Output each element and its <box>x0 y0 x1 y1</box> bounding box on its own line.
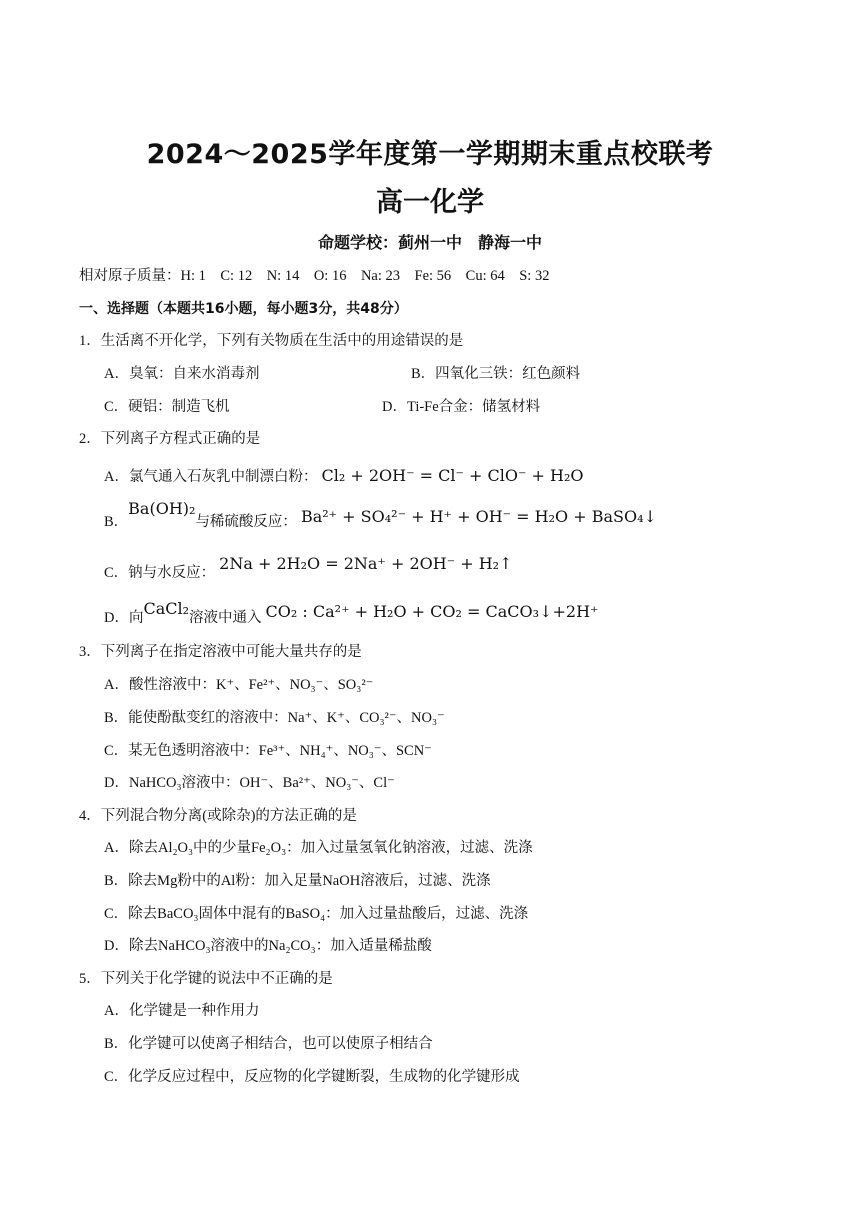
q2-option-c <box>104 554 513 583</box>
q2-option-d-label: D．向 <box>104 610 144 626</box>
q2-option-b-equation: Ba²⁺ + SO₄²⁻ + H⁺ + OH⁻ = H₂O + BaSO₄↓ <box>300 507 657 526</box>
q2-option-c-equation: 2Na + 2H₂O = 2Na⁺ + 2OH⁻ + H₂↑ <box>219 554 513 573</box>
q2-option-d-formula: CaCl₂ <box>143 599 190 618</box>
q3-stem: 3．下列离子在指定溶液中可能大量共存的是 <box>79 644 362 660</box>
q5-option-c: C．化学反应过程中，反应物的化学键断裂，生成物的化学键形成 <box>104 1069 520 1085</box>
q2-option-b-text: 与稀硫酸反应： <box>195 514 297 530</box>
q1-option-b: B．四氧化三铁：红色颜料 <box>411 366 581 382</box>
atomic-mass-line: 相对原子质量：H: 1 C: 12 N: 14 O: 16 Na: 23 Fe: 56 Cu: 64 S: 32 <box>79 268 550 284</box>
q1-option-a: A．臭氧：自来水消毒剂 <box>104 366 260 382</box>
q4-stem: 4．下列混合物分离(或除杂)的方法正确的是 <box>79 808 357 824</box>
q2-option-b-label: B． <box>104 514 129 530</box>
q1-option-c: C．硬铝：制造飞机 <box>104 399 230 415</box>
q1-stem: 1．生活离不开化学，下列有关物质在生活中的用途错误的是 <box>79 333 464 349</box>
q2-option-a-text: A．氯气通入石灰乳中制漂白粉： <box>104 469 318 485</box>
section-heading: 一、选择题（本题共16小题，每小题3分，共48分） <box>79 301 408 317</box>
school-line: 命题学校：蓟州一中 静海一中 <box>317 233 542 252</box>
exam-title: 2024～2025学年度第一学期期末重点校联考 <box>146 139 714 170</box>
q2-option-d <box>104 599 599 628</box>
q5-stem: 5．下列关于化学键的说法中不正确的是 <box>79 971 333 987</box>
q2-option-d-equation: CO₂ : Ca²⁺ + H₂O + CO₂ = CaCO₃↓+2H⁺ <box>265 602 599 621</box>
q3-option-a: A．酸性溶液中：K⁺、Fe²⁺、NO₃⁻、SO₃²⁻ <box>104 677 374 693</box>
q2-stem: 2．下列离子方程式正确的是 <box>79 431 261 447</box>
q1-option-d: D．Ti-Fe合金：储氢材料 <box>382 399 541 415</box>
q4-option-b: B．除去Mg粉中的Al粉：加入足量NaOH溶液后，过滤、洗涤 <box>104 873 491 889</box>
q2-option-b <box>104 499 657 532</box>
q2-option-b-formula: Ba(OH)₂ <box>128 499 196 518</box>
q2-option-c-text: C．钠与水反应： <box>104 565 216 581</box>
q3-option-b: B．能使酚酞变红的溶液中：Na⁺、K⁺、CO₃²⁻、NO₃⁻ <box>104 710 445 726</box>
q4-option-c: C．除去BaCO₃固体中混有的BaSO₄：加入过量盐酸后，过滤、洗涤 <box>104 906 529 922</box>
q4-option-a: A．除去Al₂O₃中的少量Fe₂O₃：加入过量氢氧化钠溶液，过滤、洗涤 <box>104 840 533 856</box>
q4-option-d: D．除去NaHCO₃溶液中的Na₂CO₃：加入适量稀盐酸 <box>104 938 432 954</box>
subject-title: 高一化学 <box>376 187 484 218</box>
q3-option-c: C．某无色透明溶液中：Fe³⁺、NH₄⁺、NO₃⁻、SCN⁻ <box>104 743 432 759</box>
q2-option-a <box>104 466 583 487</box>
q3-option-d: D．NaHCO₃溶液中：OH⁻、Ba²⁺、NO₃⁻、Cl⁻ <box>104 775 395 791</box>
q5-option-a: A．化学键是一种作用力 <box>104 1003 260 1019</box>
q2-option-a-equation: Cl₂ + 2OH⁻ = Cl⁻ + ClO⁻ + H₂O <box>321 466 584 485</box>
q5-option-b: B．化学键可以使离子相结合，也可以使原子相结合 <box>104 1036 433 1052</box>
q2-option-d-text: 溶液中通入 <box>189 610 262 626</box>
